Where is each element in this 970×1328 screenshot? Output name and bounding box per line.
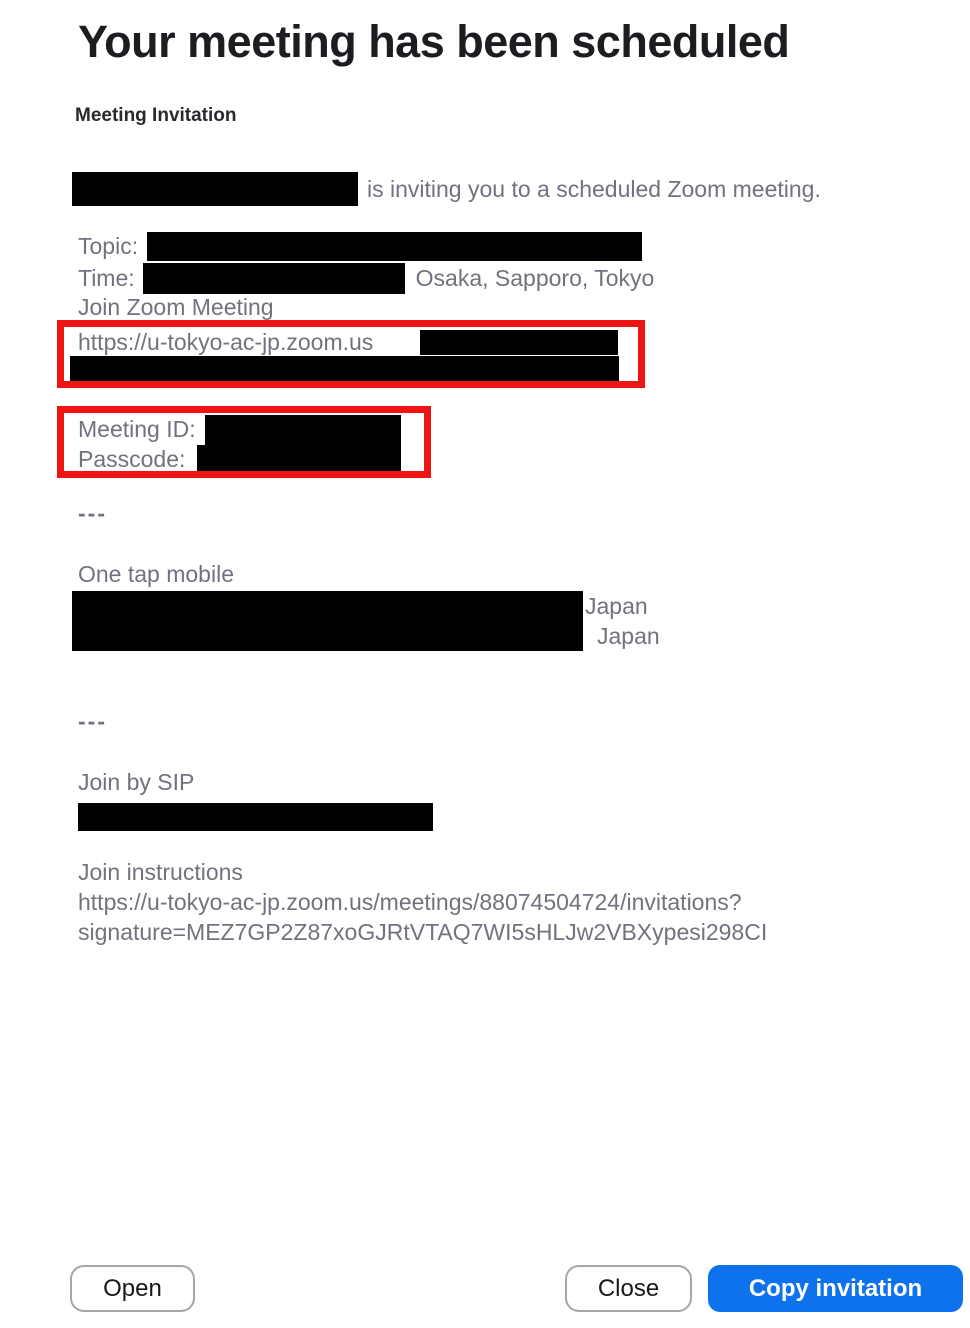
redacted-join-url-part2 [70, 356, 619, 381]
join-zoom-meeting-heading: Join Zoom Meeting [78, 294, 274, 320]
join-url-text: https://u-tokyo-ac-jp.zoom.us [78, 329, 374, 355]
inviter-suffix-text: is inviting you to a scheduled Zoom meeting. [367, 175, 821, 202]
passcode-label: Passcode: [78, 446, 186, 472]
close-button[interactable]: Close [565, 1265, 692, 1312]
redacted-meeting-id [205, 415, 401, 445]
join-instructions-url-line1: https://u-tokyo-ac-jp.zoom.us/meetings/88074504724/invitations? [78, 889, 742, 915]
one-tap-country-1: Japan [585, 593, 648, 619]
highlight-box-meeting-id [57, 406, 431, 478]
topic-label: Topic: [78, 233, 139, 259]
one-tap-country-2: Japan [597, 623, 660, 649]
join-by-sip-heading: Join by SIP [78, 769, 195, 795]
timezone-text: Osaka, Sapporo, Tokyo [415, 265, 655, 291]
redacted-passcode [197, 445, 401, 471]
highlight-box-join-url [57, 320, 645, 388]
copy-invitation-button[interactable]: Copy invitation [708, 1265, 963, 1312]
redacted-time [143, 263, 405, 294]
redacted-topic [147, 232, 642, 261]
separator-dashes: --- [78, 500, 107, 526]
one-tap-mobile-heading: One tap mobile [78, 561, 234, 587]
open-button[interactable]: Open [70, 1265, 195, 1312]
redacted-one-tap-numbers [72, 591, 583, 651]
join-instructions-heading: Join instructions [78, 859, 243, 885]
meeting-id-label: Meeting ID: [78, 416, 196, 442]
inviter-line [72, 172, 821, 206]
page-title: Your meeting has been scheduled [78, 16, 790, 67]
time-label: Time: [78, 265, 135, 291]
redacted-join-url-part1 [420, 330, 618, 355]
topic-line [78, 231, 642, 262]
meeting-invitation-label: Meeting Invitation [75, 105, 237, 126]
join-instructions-url-line2: signature=MEZ7GP2Z87xoGJRtVTAQ7WI5sHLJw2VBXypesi298CI [78, 919, 768, 945]
separator-dashes: --- [78, 708, 107, 734]
redacted-sip-address [78, 803, 433, 831]
time-line [78, 262, 654, 295]
redacted-inviter-name [72, 172, 358, 206]
